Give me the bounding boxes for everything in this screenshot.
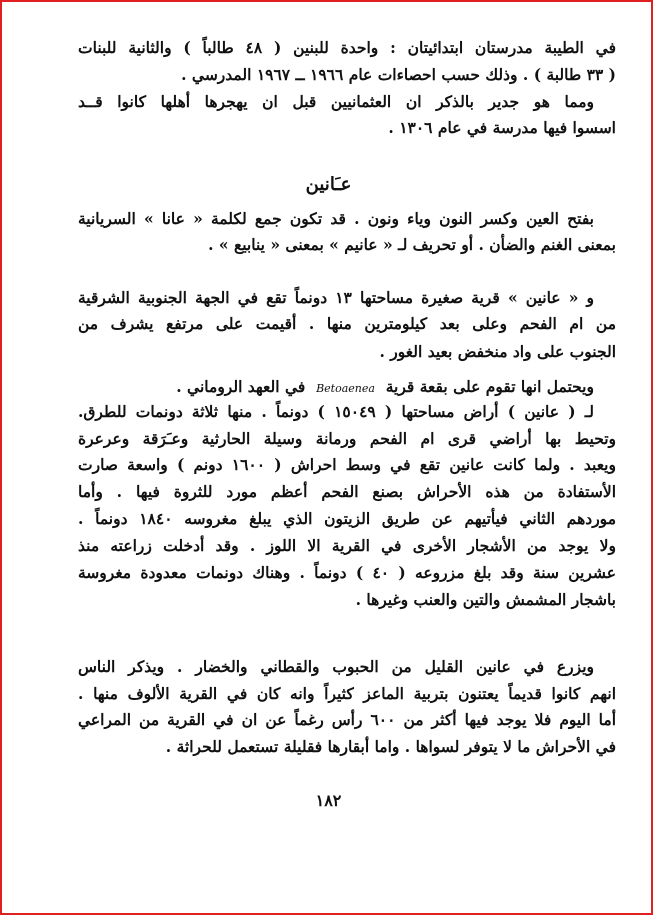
text-line: عشرين سنة وقد بلغ مزروعه ( ٤٠ ) دونماً . وهناك دونمات معدودة مغروسة	[78, 563, 616, 582]
text-line: أما اليوم فلا يوجد فيها أكثر من ٦٠٠ رأس رغماً عن ان في القرية من المراعي	[78, 710, 616, 729]
text-line: من ام الفحم وعلى بعد كيلومترين منها . أقيمت على مرتفع يشرف من	[78, 314, 616, 333]
text-line: ويعبد . ولما كانت عانين تقع في وسط احراش ( ١٦٠٠ دونم ) واسعة صارت	[78, 455, 616, 474]
text-segment: في العهد الروماني .	[176, 377, 306, 396]
text-segment: ويحتمل انها تقوم على بقعة قرية	[385, 377, 594, 396]
text-line: انهم كانوا قديماً يعتنون بتربية الماعز كثيراً وانه كان في القرية الألوف منها .	[78, 684, 616, 703]
text-line: موردهم الثاني فيأتيهم عن طريق الزيتون الذي يبلغ مغروسه ١٨٤٠ دونماً .	[78, 509, 616, 528]
text-line: الأستفادة من هذه الأحراش بصنع الفحم أعظم مورد للثروة فيها . وأما	[78, 482, 616, 501]
text-line: ولا يوجد من الأشجار الأخرى في القرية الا اللوز . وقد أدخلت زراعته منذ	[78, 536, 616, 555]
latin-name: Betoaenea	[316, 382, 375, 395]
text-line: ومما هو جدير بالذكر ان العثمانيين قبل ان يهجرها أهلها كانوا قــد	[78, 92, 594, 111]
text-line: ويزرع في عانين القليل من الحبوب والقطاني والخضار . ويذكر الناس	[78, 657, 594, 676]
text-line: بفتح العين وكسر النون وياء ونون . قد تكون جمع لكلمة « عانا » السريانية	[78, 209, 594, 228]
text-line: بمعنى الغنم والضأن . أو تحريف لـ « عانيم » بمعنى « ينابيع » .	[208, 235, 616, 254]
section-heading: عـَانين	[305, 174, 352, 195]
text-line: وتحيط بها أراضي قرى ام الفحم ورمانة وسيلة الحارثية وعـَرَقة وعرعرة	[78, 429, 616, 448]
text-line: باشجار المشمش والتين والعنب وغيرها .	[355, 590, 616, 609]
text-line: ( ٣٣ طالبة ) . وذلك حسب احصاءات عام ١٩٦٦ ــ ١٩٦٧ المدرسي .	[181, 65, 616, 84]
text-line: في الأحراش ما لا يتوفر لسواها . واما أبقارها فقليلة تستعمل للحراثة .	[165, 737, 616, 756]
text-line: لـ ( عانين ) أراض مساحتها ( ١٥٠٤٩ ) دونماً . منها ثلاثة دونمات للطرق.	[78, 402, 594, 421]
text-line	[78, 376, 616, 400]
text-line: و « عانين » قرية صغيرة مساحتها ١٣ دونماً تقع في الجهة الجنوبية الشرقية	[78, 288, 594, 307]
text-line: في الطيبة مدرستان ابتدائيتان : واحدة للبنين ( ٤٨ طالباً ) والثانية للبنات	[78, 38, 616, 57]
page-number: ١٨٢	[315, 791, 342, 810]
text-line: اسسوا فيها مدرسة في عام ١٣٠٦ .	[388, 118, 616, 137]
text-line: الجنوب على واد منخفض بعيد الغور .	[379, 342, 616, 361]
